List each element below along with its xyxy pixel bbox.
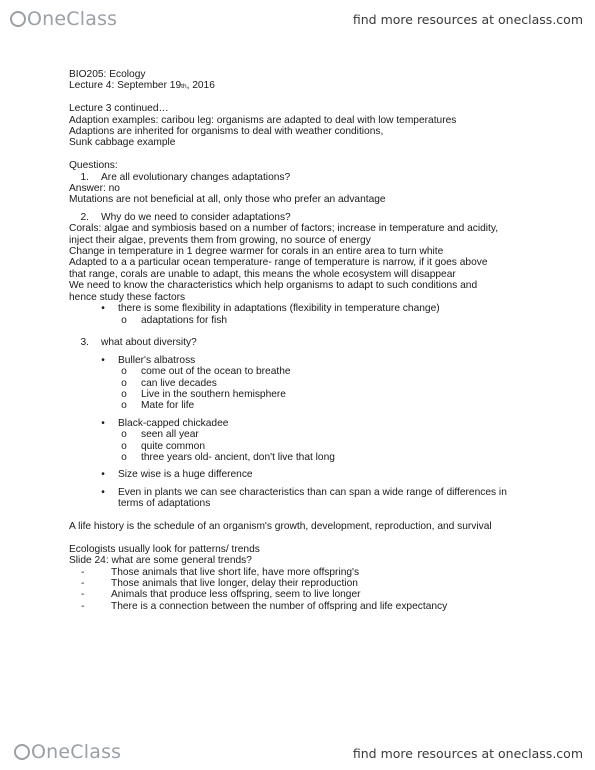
logo-ring-icon	[14, 744, 30, 760]
dash-item: - Those animals that live longer, delay their reproduction	[81, 577, 358, 589]
dash-item: - Those animals that live short life, have more offspring's	[81, 566, 360, 578]
life-history-definition: A life history is the schedule of an organism's growth, development, reproduction, and survival	[69, 520, 492, 532]
corals-line: hence study these factors	[69, 291, 186, 303]
questions-label: Questions:	[69, 160, 118, 172]
sub-bullet-item: o Live in the southern hemisphere	[121, 388, 286, 400]
corals-line: We need to know the characteristics which help organisms to adapt to such conditions and	[69, 280, 478, 292]
logo-text: OneClass	[27, 8, 118, 30]
corals-line: inject their algae, prevents them from growing, no source of energy	[69, 234, 371, 246]
slide-heading: Slide 24: what are some general trends?	[69, 555, 252, 567]
sub-bullet-item: o seen all year	[121, 429, 199, 441]
bullet-continuation: terms of adaptations	[118, 498, 211, 510]
bullet-item: • there is some flexibility in adaptations (flexibility in temperature change)	[101, 303, 440, 315]
sub-bullet-item: o Mate for life	[121, 400, 195, 412]
corals-line: that range, corals are unable to adapt, this means the whole ecosystem will disappear	[69, 268, 456, 280]
dash-item: - Animals that produce less offspring, seem to live longer	[81, 589, 361, 601]
oneclass-logo-footer[interactable]	[14, 741, 121, 763]
oneclass-logo[interactable]	[10, 8, 117, 30]
course-title: BIO205: Ecology	[69, 69, 146, 80]
sub-bullet-item: o quite common	[121, 440, 205, 452]
intro-line: Adaptions are inherited for organisms to deal with weather conditions,	[69, 126, 384, 138]
sub-bullet-item: o come out of the ocean to breathe	[121, 366, 291, 378]
lecture-date: Lecture 4: September 19 th , 2016	[69, 80, 215, 92]
answer-line: Answer: no	[69, 183, 120, 195]
logo-ring-icon	[10, 11, 26, 27]
logo-text: OneClass	[31, 741, 122, 763]
sub-bullet-item: o three years old- ancient, don't live that long	[121, 451, 335, 463]
bullet-item: • Buller's albatross	[101, 354, 196, 366]
corals-line: Corals: algae and symbiosis based on a number of factors; increase in temperature and acidity,	[69, 223, 499, 235]
mutations-line: Mutations are not beneficial at all, only those who prefer an advantage	[69, 194, 386, 206]
dash-item: - There is a connection between the number of offspring and life expectancy	[81, 600, 448, 612]
corals-line: Change in temperature in 1 degree warmer for corals in an entire area to turn white	[69, 246, 444, 258]
intro-line: Sunk cabbage example	[69, 137, 176, 149]
intro-line: Adaption examples: caribou leg: organisms are adapted to deal with low temperatures	[69, 114, 457, 126]
header-tagline[interactable]: find more resources at oneclass.com	[352, 12, 583, 27]
footer-tagline[interactable]: find more resources at oneclass.com	[352, 746, 583, 761]
bullet-item: • Size wise is a huge difference	[101, 469, 253, 481]
continued-heading: Lecture 3 continued…	[69, 103, 169, 115]
bullet-item: • Even in plants we can see characteristics than can span a wide range of differences in	[101, 486, 507, 498]
question-item: 2. Why do we need to consider adaptations?	[80, 211, 291, 223]
ecologists-line: Ecologists usually look for patterns/ trends	[69, 543, 260, 555]
sub-bullet-item: o can live decades	[121, 377, 217, 389]
question-item: 1. Are all evolutionary changes adaptations?	[80, 171, 291, 183]
lecture-notes	[69, 69, 529, 612]
corals-line: Adapted to a a particular ocean temperature- range of temperature is narrow, if it goes above	[69, 257, 488, 269]
sub-bullet-item: o adaptations for fish	[121, 314, 228, 326]
bullet-item: • Black-capped chickadee	[101, 417, 229, 429]
question-item: 3. what about diversity?	[80, 337, 197, 349]
